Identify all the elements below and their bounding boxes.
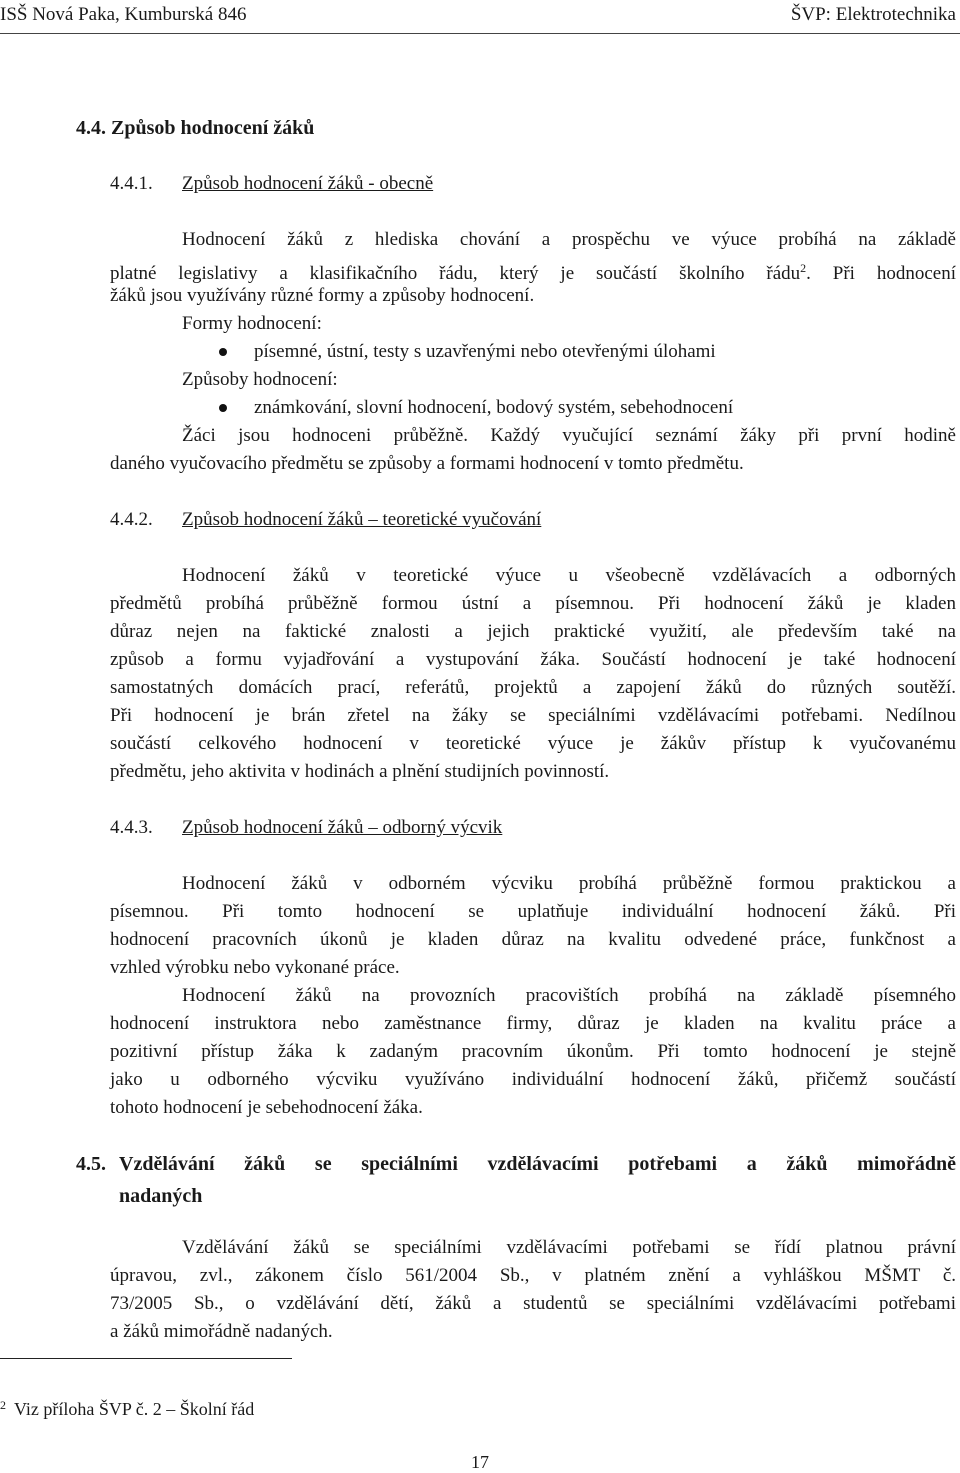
section-title-line: nadaných: [119, 1185, 203, 1207]
subsection-heading-4-4-3: [110, 814, 502, 842]
bullet-icon: [219, 348, 227, 356]
forms-label: Formy hodnocení:: [182, 313, 322, 334]
subsection-title: Způsob hodnocení žáků - obecně: [182, 173, 434, 194]
paragraph-line: Hodnocení žáků v teoretické výuce u všeobecně vzdělávacích a odborných: [182, 565, 956, 586]
forms-list-item: písemné, ústní, testy s uzavřenými nebo otevřenými úlohami: [254, 341, 716, 362]
header-program-name: ŠVP: Elektrotechnika: [790, 4, 956, 25]
subsection-title: Způsob hodnocení žáků – teoretické vyučování: [182, 509, 542, 530]
page-number: 17: [471, 1452, 489, 1472]
footnote-text: Viz příloha ŠVP č. 2 – Školní řád: [14, 1399, 255, 1419]
subsection-title: Způsob hodnocení žáků – odborný výcvik: [182, 817, 503, 838]
header-divider: [0, 33, 960, 34]
paragraph-line: hodnocení pracovních úkonů je kladen důraz na kvalitu odvedené práce, funkčnost a: [110, 929, 956, 950]
bullet-icon: [219, 404, 227, 412]
subsection-number: 4.4.3.: [110, 817, 153, 838]
paragraph-line: předmětu, jeho aktivita v hodinách a plnění studijních povinností.: [110, 761, 610, 782]
paragraph-line: Hodnocení žáků v odborném výcviku probíhá průběžně formou praktickou a: [182, 873, 956, 894]
paragraph-line: úpravou, zvl., zákonem číslo 561/2004 Sb., v platném znění a vyhláškou MŠMT č.: [110, 1265, 956, 1286]
subsection-heading-4-4-1: [110, 170, 433, 198]
header-school-name: ISŠ Nová Paka, Kumburská 846: [0, 4, 247, 25]
paragraph-line: jako u odborného výcviku využíváno individuální hodnocení žáků, přičemž součástí: [110, 1069, 956, 1090]
paragraph-line: Při hodnocení je brán zřetel na žáky se speciálními vzdělávacími potřebami. Nedílnou: [110, 705, 956, 726]
footnote-reference: 2: [800, 261, 807, 275]
methods-list-item: známkování, slovní hodnocení, bodový systém, sebehodnocení: [254, 397, 734, 418]
paragraph-line: žáků jsou využívány různé formy a způsoby hodnocení.: [110, 285, 535, 306]
subsection-heading-4-4-2: [110, 506, 541, 534]
paragraph-line: daného vyučovacího předmětu se způsoby a formami hodnocení v tomto předmětu.: [110, 453, 744, 474]
paragraph-line: 73/2005 Sb., o vzdělávání dětí, žáků a studentů se speciálními vzdělávacími potřebami: [110, 1293, 956, 1314]
paragraph-line: tohoto hodnocení je sebehodnocení žáka.: [110, 1097, 423, 1118]
paragraph-line: platné legislativy a klasifikačního řádu, který je součástí školního řádu$^2$. Při hodnocení: [110, 261, 956, 284]
paragraph-line: a žáků mimořádně nadaných.: [110, 1321, 333, 1342]
section-title-line: Vzdělávání žáků se speciálními vzdělávacími potřebami a žáků mimořádně: [119, 1153, 956, 1175]
paragraph-line: důraz nejen na faktické znalosti a jejich praktické využití, ale především také na: [110, 621, 956, 642]
section-heading-4-5: [76, 1148, 956, 1212]
subsection-number: 4.4.1.: [110, 173, 153, 194]
methods-label: Způsoby hodnocení:: [182, 369, 338, 390]
paragraph-line: Vzdělávání žáků se speciálními vzdělávacími potřebami se řídí platnou právní: [182, 1237, 956, 1258]
paragraph-line: samostatných domácích prací, referátů, projektů a zapojení žáků do různých soutěží.: [110, 677, 956, 698]
paragraph-line: Hodnocení žáků na provozních pracovištích probíhá na základě písemného: [182, 985, 956, 1006]
section-title: [119, 1148, 956, 1212]
paragraph-line: Žáci jsou hodnoceni průběžně. Každý vyučující seznámí žáky při první hodině: [182, 425, 956, 446]
footnote: [0, 1398, 254, 1420]
paragraph-line: součástí celkového hodnocení v teoretické výuce je žákův přístup k vyučovanému: [110, 733, 956, 754]
paragraph-line: způsob a formu vyjadřování a vystupování žáka. Součástí hodnocení je také hodnocení: [110, 649, 956, 670]
footnote-separator: [0, 1358, 292, 1359]
paragraph-line: hodnocení instruktora nebo zaměstnance firmy, důraz je kladen na kvalitu práce a: [110, 1013, 956, 1034]
paragraph-line: písemnou. Při tomto hodnocení se uplatňuje individuální hodnocení žáků. Při: [110, 901, 956, 922]
section-heading-4-4: 4.4. Způsob hodnocení žáků: [76, 117, 315, 139]
subsection-number: 4.4.2.: [110, 509, 153, 530]
footnote-number: 2: [0, 1398, 6, 1412]
paragraph-line: Hodnocení žáků z hlediska chování a prospěchu ve výuce probíhá na základě: [182, 229, 956, 250]
section-number: 4.5.: [76, 1153, 106, 1175]
paragraph-line: vzhled výrobku nebo vykonané práce.: [110, 957, 400, 978]
paragraph-line: předmětů probíhá průběžně formou ústní a písemnou. Při hodnocení žáků je kladen: [110, 593, 956, 614]
paragraph-line: pozitivní přístup žáka k zadaným pracovním úkonům. Při tomto hodnocení je stejně: [110, 1041, 956, 1062]
